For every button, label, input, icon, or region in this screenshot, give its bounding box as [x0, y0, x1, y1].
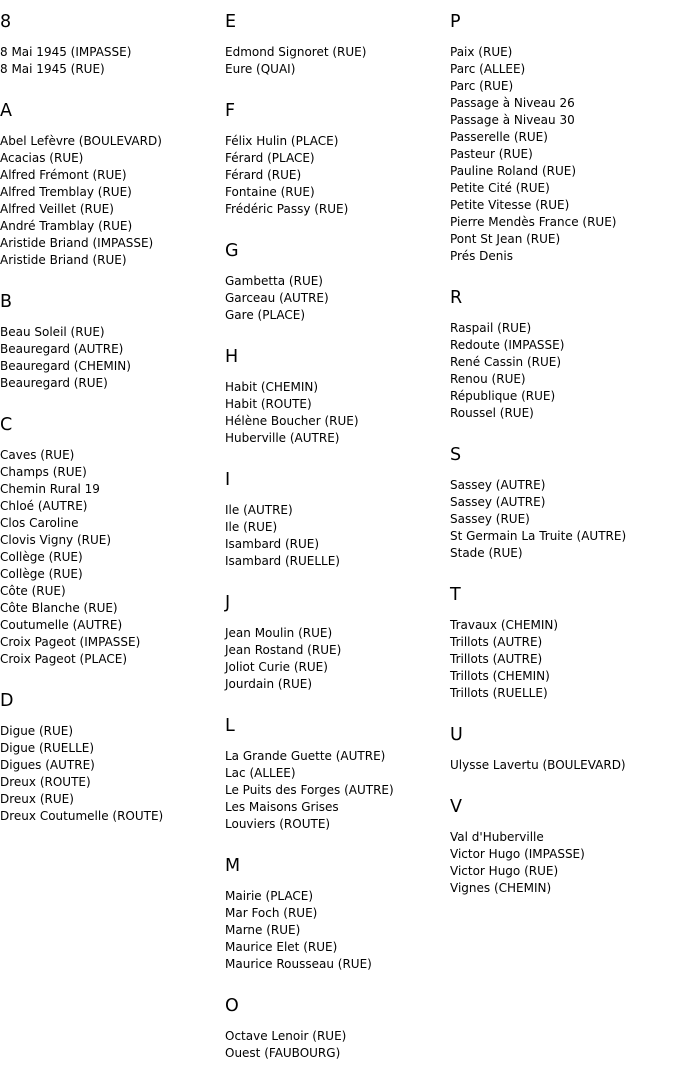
street-list	[0, 447, 220, 668]
list-item	[450, 388, 675, 405]
street-link[interactable]: Paix (RUE)	[450, 45, 513, 59]
street-link[interactable]: Raspail (RUE)	[450, 321, 532, 335]
street-link[interactable]: Hélène Boucher (RUE)	[225, 414, 359, 428]
list-item	[450, 863, 675, 880]
street-list	[450, 617, 675, 702]
list-item	[0, 583, 220, 600]
list-item	[0, 324, 220, 341]
list-item	[225, 748, 445, 765]
street-link[interactable]: Le Puits des Forges (AUTRE)	[225, 783, 394, 797]
list-item	[0, 44, 220, 61]
street-list	[225, 44, 445, 78]
list-item	[450, 337, 675, 354]
street-link[interactable]: Louviers (ROUTE)	[225, 817, 331, 831]
street-link[interactable]: Sassey (AUTRE)	[450, 478, 546, 492]
street-link[interactable]: Trillots (AUTRE)	[450, 635, 543, 649]
list-item	[225, 184, 445, 201]
letter-heading: V	[450, 797, 462, 817]
list-item	[225, 816, 445, 833]
street-list	[225, 1028, 445, 1062]
street-link[interactable]: Frédéric Passy (RUE)	[225, 202, 349, 216]
list-item	[225, 307, 445, 324]
letter-group	[225, 8, 445, 78]
street-link[interactable]: 8 Mai 1945 (RUE)	[0, 62, 105, 76]
list-item	[450, 528, 675, 545]
street-list	[450, 829, 675, 897]
street-link[interactable]: Redoute (IMPASSE)	[450, 338, 565, 352]
list-item	[450, 511, 675, 528]
street-link[interactable]: Parc (ALLEE)	[450, 62, 526, 76]
street-link[interactable]: Isambard (RUELLE)	[225, 554, 340, 568]
list-item	[0, 532, 220, 549]
index-column-1	[0, 8, 220, 844]
street-link[interactable]: Sassey (AUTRE)	[450, 495, 546, 509]
letter-heading: B	[0, 292, 13, 312]
street-link[interactable]: Digue (RUELLE)	[0, 741, 95, 755]
list-item	[450, 112, 675, 129]
list-item	[450, 829, 675, 846]
letter-group	[450, 284, 675, 422]
street-link[interactable]: Collège (RUE)	[0, 567, 83, 581]
list-item	[225, 150, 445, 167]
list-item	[0, 464, 220, 481]
street-link[interactable]: Marne (RUE)	[225, 923, 301, 937]
letter-group	[225, 237, 445, 324]
list-item	[0, 235, 220, 252]
letter-heading: M	[225, 856, 241, 876]
street-link[interactable]: Octave Lenoir (RUE)	[225, 1029, 347, 1043]
street-link[interactable]: Isambard (RUE)	[225, 537, 320, 551]
street-link[interactable]: Mairie (PLACE)	[225, 889, 314, 903]
list-item	[225, 273, 445, 290]
list-item	[450, 880, 675, 897]
street-link[interactable]: Dreux (RUE)	[0, 792, 74, 806]
street-link[interactable]: Caves (RUE)	[0, 448, 75, 462]
list-item	[0, 757, 220, 774]
street-link[interactable]: Champs (RUE)	[0, 465, 87, 479]
list-item	[450, 354, 675, 371]
street-list	[450, 320, 675, 422]
letter-group	[0, 288, 220, 392]
street-list	[225, 625, 445, 693]
list-item	[450, 545, 675, 562]
list-item	[225, 956, 445, 973]
street-link[interactable]: Mar Foch (RUE)	[225, 906, 318, 920]
letter-heading: E	[225, 12, 237, 32]
list-item	[225, 659, 445, 676]
list-item	[0, 600, 220, 617]
street-link[interactable]: Alfred Frémont (RUE)	[0, 168, 127, 182]
letter-group	[225, 466, 445, 570]
list-item	[0, 515, 220, 532]
street-link[interactable]: Dreux Coutumelle (ROUTE)	[0, 809, 164, 823]
street-link[interactable]: Pasteur (RUE)	[450, 147, 533, 161]
list-item	[225, 939, 445, 956]
list-item	[0, 218, 220, 235]
list-item	[0, 808, 220, 825]
street-link[interactable]: Digues (AUTRE)	[0, 758, 95, 772]
street-link[interactable]: Trillots (CHEMIN)	[450, 669, 550, 683]
list-item	[225, 905, 445, 922]
letter-heading: H	[225, 347, 239, 367]
street-link[interactable]: Côte Blanche (RUE)	[0, 601, 118, 615]
list-item	[225, 290, 445, 307]
list-item	[0, 61, 220, 78]
street-link[interactable]: Petite Cité (RUE)	[450, 181, 550, 195]
street-link[interactable]: Alfred Tremblay (RUE)	[0, 185, 132, 199]
street-link[interactable]: Jourdain (RUE)	[225, 677, 312, 691]
list-item	[225, 553, 445, 570]
list-item	[225, 167, 445, 184]
street-link[interactable]: Coutumelle (AUTRE)	[0, 618, 123, 632]
index-column-2	[225, 8, 445, 1081]
letter-heading: I	[225, 470, 231, 490]
list-item	[225, 642, 445, 659]
list-item	[225, 1045, 445, 1062]
street-link[interactable]: Passage à Niveau 26	[450, 96, 575, 110]
street-link[interactable]: Beauregard (AUTRE)	[0, 342, 124, 356]
list-item	[0, 201, 220, 218]
letter-heading: D	[0, 691, 14, 711]
street-link[interactable]: Alfred Veillet (RUE)	[0, 202, 114, 216]
street-link[interactable]: Beauregard (CHEMIN)	[0, 359, 131, 373]
letter-group	[0, 687, 220, 825]
street-link[interactable]: Petite Vitesse (RUE)	[450, 198, 570, 212]
letter-group	[450, 793, 675, 897]
street-link[interactable]: Trillots (AUTRE)	[450, 652, 543, 666]
list-item	[450, 180, 675, 197]
street-link[interactable]: Victor Hugo (RUE)	[450, 864, 559, 878]
letter-group	[0, 411, 220, 668]
street-link[interactable]: René Cassin (RUE)	[450, 355, 562, 369]
list-item	[450, 44, 675, 61]
list-item	[450, 477, 675, 494]
list-item	[450, 197, 675, 214]
list-item	[450, 757, 675, 774]
list-item	[450, 617, 675, 634]
list-item	[450, 129, 675, 146]
street-link[interactable]: Dreux (ROUTE)	[0, 775, 91, 789]
list-item	[225, 201, 445, 218]
street-link[interactable]: Passerelle (RUE)	[450, 130, 548, 144]
list-item	[0, 150, 220, 167]
list-item	[0, 634, 220, 651]
street-link[interactable]: Clos Caroline	[0, 516, 79, 530]
list-item	[225, 625, 445, 642]
street-link[interactable]: Aristide Briand (IMPASSE)	[0, 236, 154, 250]
letter-heading: 8	[0, 12, 12, 32]
street-link[interactable]: Sassey (RUE)	[450, 512, 530, 526]
street-link[interactable]: André Tramblay (RUE)	[0, 219, 133, 233]
list-item	[0, 791, 220, 808]
list-item	[225, 888, 445, 905]
street-link[interactable]: Edmond Signoret (RUE)	[225, 45, 367, 59]
street-link[interactable]: Beau Soleil (RUE)	[0, 325, 105, 339]
street-list	[450, 477, 675, 562]
letter-heading: P	[450, 12, 461, 32]
letter-group	[225, 343, 445, 447]
letter-group	[450, 441, 675, 562]
list-item	[450, 685, 675, 702]
letter-group	[225, 852, 445, 973]
street-link[interactable]: Joliot Curie (RUE)	[225, 660, 328, 674]
letter-group	[225, 589, 445, 693]
street-link[interactable]: Vignes (CHEMIN)	[450, 881, 552, 895]
letter-group	[225, 992, 445, 1062]
street-link[interactable]: Beauregard (RUE)	[0, 376, 108, 390]
list-item	[225, 765, 445, 782]
letter-group	[0, 8, 220, 78]
letter-heading: S	[450, 445, 462, 465]
list-item	[0, 740, 220, 757]
street-link[interactable]: La Grande Guette (AUTRE)	[225, 749, 386, 763]
street-link[interactable]: Jean Moulin (RUE)	[225, 626, 333, 640]
list-item	[450, 214, 675, 231]
list-item	[450, 61, 675, 78]
letter-heading: O	[225, 996, 239, 1016]
street-link[interactable]: Garceau (AUTRE)	[225, 291, 329, 305]
street-link[interactable]: Victor Hugo (IMPASSE)	[450, 847, 585, 861]
index-column-3	[450, 8, 675, 916]
street-link[interactable]: Chloé (AUTRE)	[0, 499, 88, 513]
street-link[interactable]: Acacias (RUE)	[0, 151, 84, 165]
street-link[interactable]: République (RUE)	[450, 389, 556, 403]
list-item	[450, 163, 675, 180]
street-link[interactable]: Roussel (RUE)	[450, 406, 534, 420]
list-item	[225, 922, 445, 939]
list-item	[225, 502, 445, 519]
list-item	[450, 248, 675, 265]
list-item	[450, 231, 675, 248]
street-list	[225, 133, 445, 218]
street-link[interactable]: Prés Denis	[450, 249, 513, 263]
street-link[interactable]: Ouest (FAUBOURG)	[225, 1046, 341, 1060]
list-item	[450, 146, 675, 163]
street-list	[225, 888, 445, 973]
letter-group	[0, 97, 220, 269]
street-link[interactable]: Gare (PLACE)	[225, 308, 306, 322]
list-item	[450, 634, 675, 651]
list-item	[225, 133, 445, 150]
list-item	[450, 846, 675, 863]
street-link[interactable]: Travaux (CHEMIN)	[450, 618, 559, 632]
list-item	[450, 320, 675, 337]
list-item	[0, 358, 220, 375]
letter-group	[450, 581, 675, 702]
street-link[interactable]: Chemin Rural 19	[0, 482, 100, 496]
street-list	[225, 379, 445, 447]
list-item	[450, 371, 675, 388]
list-item	[225, 413, 445, 430]
letter-heading: R	[450, 288, 463, 308]
list-item	[225, 61, 445, 78]
street-link[interactable]: Lac (ALLEE)	[225, 766, 296, 780]
street-link[interactable]: Habit (ROUTE)	[225, 397, 312, 411]
letter-heading: G	[225, 241, 239, 261]
list-item	[225, 396, 445, 413]
street-link[interactable]: Ile (RUE)	[225, 520, 278, 534]
letter-heading: F	[225, 101, 236, 121]
street-link[interactable]: Trillots (RUELLE)	[450, 686, 548, 700]
street-list	[225, 502, 445, 570]
street-link[interactable]: Habit (CHEMIN)	[225, 380, 319, 394]
list-item	[225, 430, 445, 447]
street-link[interactable]: St Germain La Truite (AUTRE)	[450, 529, 627, 543]
letter-heading: U	[450, 725, 463, 745]
list-item	[0, 566, 220, 583]
street-link[interactable]: Huberville (AUTRE)	[225, 431, 340, 445]
list-item	[0, 341, 220, 358]
list-item	[0, 549, 220, 566]
street-link[interactable]: Abel Lefèvre (BOULEVARD)	[0, 134, 162, 148]
street-link[interactable]: Férard (RUE)	[225, 168, 302, 182]
street-list	[0, 723, 220, 825]
street-link[interactable]: Clovis Vigny (RUE)	[0, 533, 112, 547]
list-item	[225, 536, 445, 553]
street-link[interactable]: Collège (RUE)	[0, 550, 83, 564]
street-link[interactable]: Digue (RUE)	[0, 724, 74, 738]
list-item	[450, 78, 675, 95]
list-item	[0, 184, 220, 201]
street-list	[450, 44, 675, 265]
street-list	[0, 44, 220, 78]
letter-heading: C	[0, 415, 13, 435]
letter-group	[450, 8, 675, 265]
street-link[interactable]: Eure (QUAI)	[225, 62, 296, 76]
street-link[interactable]: Parc (RUE)	[450, 79, 514, 93]
street-link[interactable]: Jean Rostand (RUE)	[225, 643, 342, 657]
street-list	[450, 757, 675, 774]
street-link[interactable]: Croix Pageot (PLACE)	[0, 652, 128, 666]
street-list	[225, 748, 445, 833]
street-link[interactable]: Fontaine (RUE)	[225, 185, 315, 199]
letter-group	[450, 721, 675, 774]
letter-heading: J	[225, 593, 231, 613]
street-link[interactable]: Pierre Mendès France (RUE)	[450, 215, 617, 229]
list-item	[225, 519, 445, 536]
list-item	[450, 494, 675, 511]
street-link[interactable]: 8 Mai 1945 (IMPASSE)	[0, 45, 132, 59]
list-item	[225, 799, 445, 816]
list-item	[450, 651, 675, 668]
list-item	[0, 252, 220, 269]
street-link[interactable]: Côte (RUE)	[0, 584, 66, 598]
list-item	[0, 481, 220, 498]
street-link[interactable]: Férard (PLACE)	[225, 151, 315, 165]
street-link[interactable]: Stade (RUE)	[450, 546, 523, 560]
list-item	[0, 167, 220, 184]
street-link[interactable]: Passage à Niveau 30	[450, 113, 575, 127]
street-link[interactable]: Gambetta (RUE)	[225, 274, 323, 288]
street-list	[0, 133, 220, 269]
street-link[interactable]: Pont St Jean (RUE)	[450, 232, 561, 246]
list-item	[0, 133, 220, 150]
list-item	[225, 676, 445, 693]
list-item	[225, 782, 445, 799]
list-item	[225, 379, 445, 396]
street-link[interactable]: Renou (RUE)	[450, 372, 526, 386]
street-link[interactable]: Ulysse Lavertu (BOULEVARD)	[450, 758, 626, 772]
street-link[interactable]: Ile (AUTRE)	[225, 503, 293, 517]
street-link[interactable]: Les Maisons Grises	[225, 800, 339, 814]
list-item	[450, 668, 675, 685]
street-link[interactable]: Maurice Rousseau (RUE)	[225, 957, 372, 971]
street-link[interactable]: Félix Hulin (PLACE)	[225, 134, 339, 148]
list-item	[0, 723, 220, 740]
street-link[interactable]: Val d'Huberville	[450, 830, 544, 844]
list-item	[225, 1028, 445, 1045]
letter-group	[225, 712, 445, 833]
street-list	[225, 273, 445, 324]
letter-heading: T	[450, 585, 461, 605]
list-item	[0, 375, 220, 392]
list-item	[0, 651, 220, 668]
list-item	[0, 617, 220, 634]
street-link[interactable]: Pauline Roland (RUE)	[450, 164, 577, 178]
list-item	[0, 498, 220, 515]
list-item	[225, 44, 445, 61]
letter-heading: L	[225, 716, 235, 736]
street-list	[0, 324, 220, 392]
street-link[interactable]: Aristide Briand (RUE)	[0, 253, 127, 267]
letter-heading: A	[0, 101, 12, 121]
letter-group	[225, 97, 445, 218]
list-item	[0, 447, 220, 464]
list-item	[0, 774, 220, 791]
list-item	[450, 405, 675, 422]
street-link[interactable]: Croix Pageot (IMPASSE)	[0, 635, 141, 649]
list-item	[450, 95, 675, 112]
street-link[interactable]: Maurice Elet (RUE)	[225, 940, 338, 954]
